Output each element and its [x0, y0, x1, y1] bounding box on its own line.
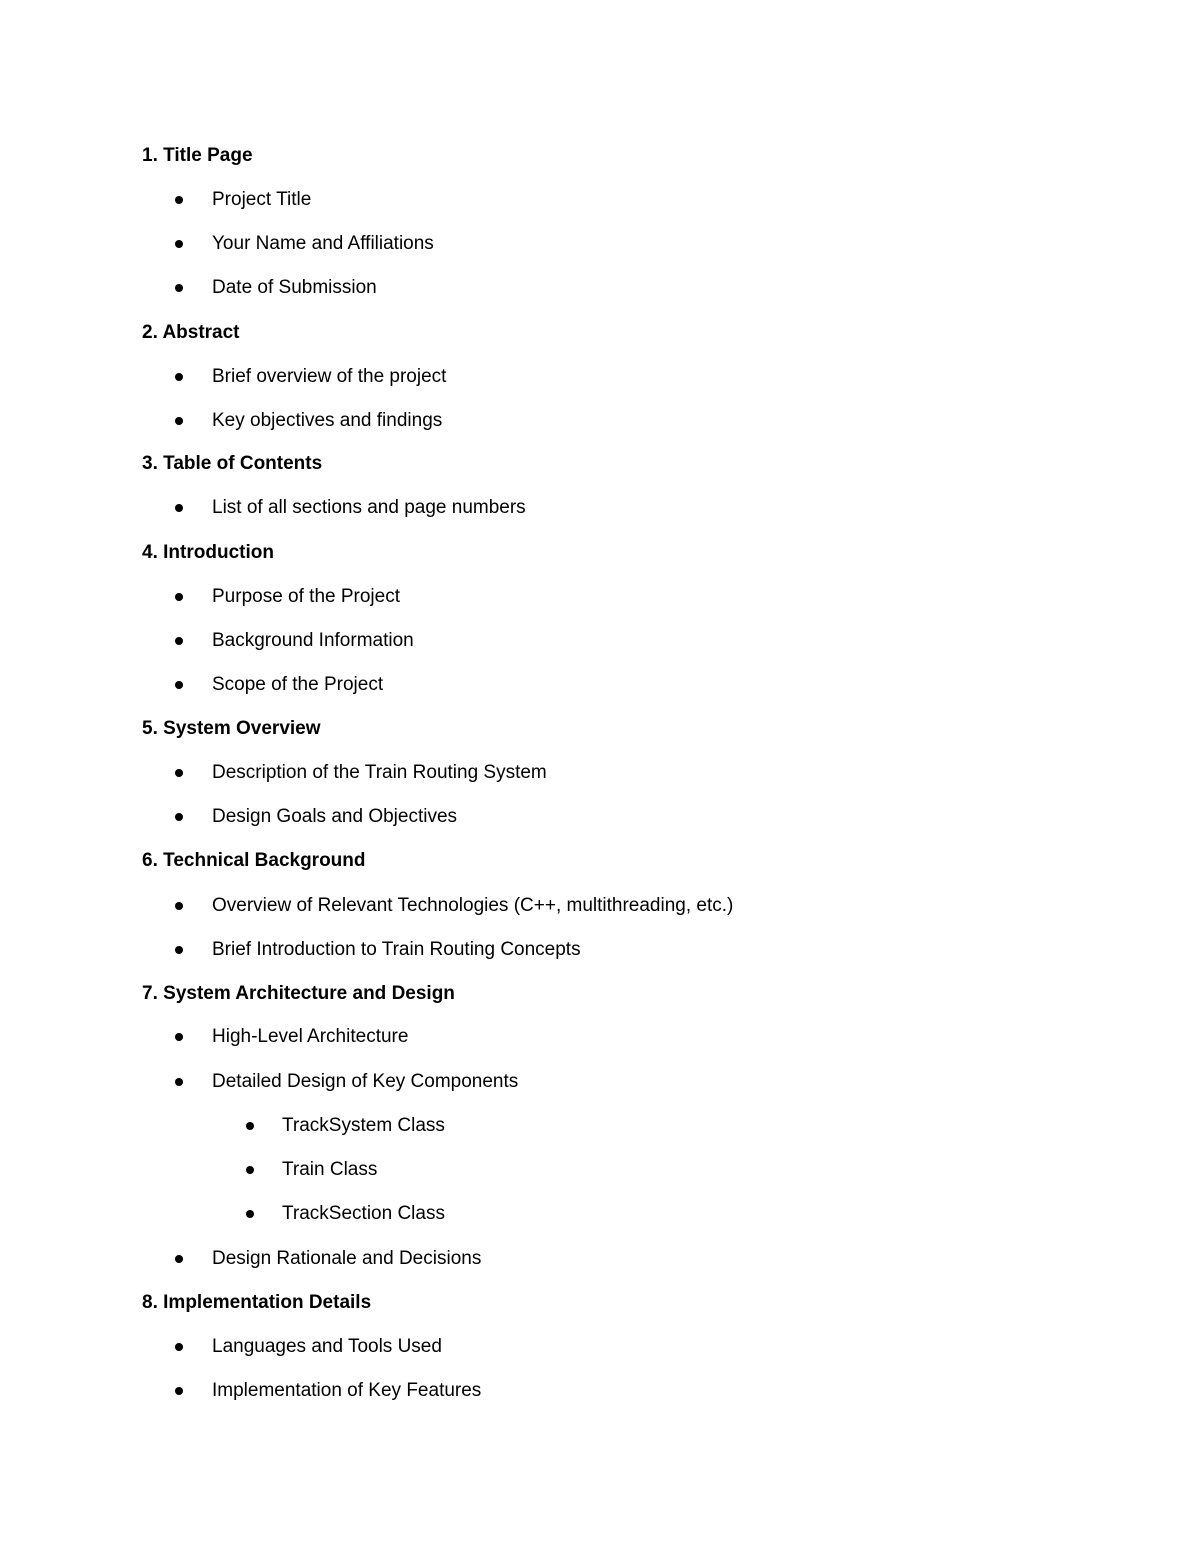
bullet-icon: [246, 1210, 254, 1218]
bullet-icon: [246, 1122, 254, 1130]
list-item: Brief Introduction to Train Routing Concepts: [212, 939, 581, 960]
list-item: Scope of the Project: [212, 674, 384, 695]
section-heading-introduction: 4. Introduction: [142, 542, 274, 563]
list-item: Detailed Design of Key Components: [212, 1071, 519, 1092]
bullet-icon: [246, 1166, 254, 1174]
bullet-icon: [175, 504, 183, 512]
bullet-icon: [175, 946, 183, 954]
list-item: Description of the Train Routing System: [212, 762, 547, 783]
section-heading-system-architecture: 7. System Architecture and Design: [142, 983, 455, 1004]
bullet-icon: [175, 284, 183, 292]
list-item: Date of Submission: [212, 277, 377, 298]
list-item: Overview of Relevant Technologies (C++, multithreading, etc.): [212, 895, 734, 916]
section-heading-technical-background: 6. Technical Background: [142, 850, 366, 871]
list-item: Purpose of the Project: [212, 586, 400, 607]
list-item: High-Level Architecture: [212, 1026, 409, 1047]
section-heading-system-overview: 5. System Overview: [142, 718, 321, 739]
bullet-icon: [175, 813, 183, 821]
list-item: Background Information: [212, 630, 414, 651]
bullet-icon: [175, 1343, 183, 1351]
section-heading-table-of-contents: 3. Table of Contents: [142, 453, 323, 474]
section-heading-implementation-details: 8. Implementation Details: [142, 1292, 372, 1313]
bullet-icon: [175, 373, 183, 381]
bullet-icon: [175, 1255, 183, 1263]
bullet-icon: [175, 681, 183, 689]
list-item: Languages and Tools Used: [212, 1336, 442, 1357]
list-item: Design Rationale and Decisions: [212, 1248, 482, 1269]
list-item: Your Name and Affiliations: [212, 233, 434, 254]
bullet-icon: [175, 769, 183, 777]
list-item: Design Goals and Objectives: [212, 806, 458, 827]
section-heading-title-page: 1. Title Page: [142, 145, 253, 166]
list-item: Brief overview of the project: [212, 366, 447, 387]
bullet-icon: [175, 240, 183, 248]
bullet-icon: [175, 196, 183, 204]
bullet-icon: [175, 1033, 183, 1041]
list-item: List of all sections and page numbers: [212, 497, 526, 518]
bullet-icon: [175, 1078, 183, 1086]
bullet-icon: [175, 1387, 183, 1395]
bullet-icon: [175, 902, 183, 910]
sub-list-item: Train Class: [282, 1159, 378, 1180]
section-heading-abstract: 2. Abstract: [142, 322, 240, 343]
bullet-icon: [175, 637, 183, 645]
list-item: Project Title: [212, 189, 312, 210]
bullet-icon: [175, 593, 183, 601]
sub-list-item: TrackSection Class: [282, 1203, 445, 1224]
bullet-icon: [175, 417, 183, 425]
list-item: Implementation of Key Features: [212, 1380, 482, 1401]
list-item: Key objectives and findings: [212, 410, 443, 431]
sub-list-item: TrackSystem Class: [282, 1115, 445, 1136]
